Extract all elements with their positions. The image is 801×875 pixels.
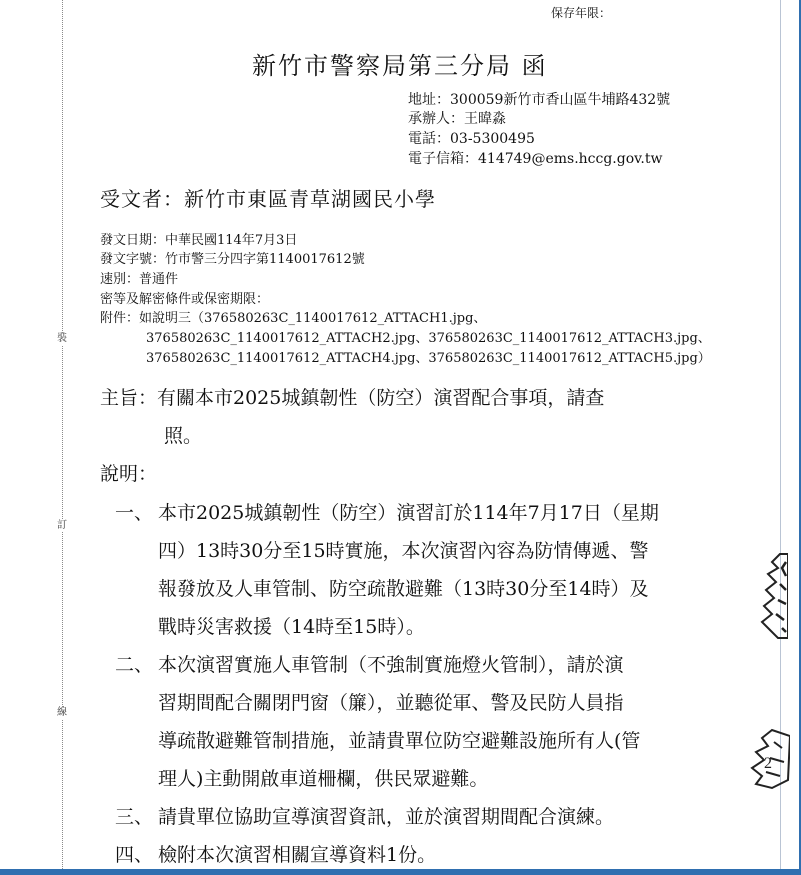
secrecy-level: 密等及解密條件或保密期限：: [100, 292, 270, 307]
seal-stamp-small: [742, 728, 790, 790]
document-title: 新竹市警察局第三分局 函: [252, 52, 548, 80]
binding-mark-ding: 訂: [57, 520, 67, 531]
page-number: 2: [764, 755, 772, 772]
attachments-line2: 376580263C_1140017612_ATTACH2.jpg、376580263C_1140017612_ATTACH3.jpg、: [146, 331, 711, 346]
item-2-line4: 理人)主動開啟車道柵欄，供民眾避難。: [158, 768, 489, 790]
subject-line2: 照。: [164, 425, 203, 447]
item-1-number: 一、: [115, 502, 154, 524]
binding-mark-xian: 線: [57, 707, 67, 718]
contact-address: 地址：300059新竹市香山區牛埔路432號: [408, 92, 671, 108]
item-4-number: 四、: [115, 844, 154, 866]
item-1-line4: 戰時災害救援（14時至15時）。: [158, 616, 425, 638]
subject-line1: 主旨：有關本市2025城鎮韌性（防空）演習配合事項，請查: [100, 387, 605, 409]
item-2-line3: 導疏散避難管制措施，並請貴單位防空避難設施所有人(管: [158, 730, 641, 752]
item-1-line2: 四）13時30分至15時實施，本次演習內容為防情傳遞、警: [158, 540, 649, 562]
attachments-line3: 376580263C_1140017612_ATTACH4.jpg、376580263C_1140017612_ATTACH5.jpg）: [146, 351, 711, 366]
binding-mark-zhuang: 裝: [57, 333, 67, 344]
item-1-line1: 本市2025城鎮韌性（防空）演習訂於114年7月17日（星期: [158, 502, 659, 524]
binding-line: [62, 0, 63, 869]
item-4-line1: 檢附本次演習相關宣導資料1份。: [158, 844, 437, 866]
contact-phone: 電話：03-5300495: [408, 131, 535, 147]
item-3-number: 三、: [115, 806, 154, 828]
document-number: 發文字號：竹市警三分四字第1140017612號: [100, 252, 365, 267]
explanation-label: 說明：: [100, 463, 158, 485]
retention-period: 保存年限：: [551, 6, 612, 20]
attachments-line1: 附件：如說明三（376580263C_1140017612_ATTACH1.jpg、: [100, 311, 487, 326]
recipient: 受文者：新竹市東區青草湖國民小學: [100, 187, 436, 211]
seal-stamp: [728, 552, 788, 640]
item-2-line2: 習期間配合關閉門窗（簾），並聽從軍、警及民防人員指: [158, 692, 624, 714]
item-1-line3: 報發放及人車管制、防空疏散避難（13時30分至14時）及: [158, 578, 649, 600]
delivery-speed: 速別：普通件: [100, 272, 179, 287]
item-2-number: 二、: [115, 654, 154, 676]
issue-date: 發文日期：中華民國114年7月3日: [100, 233, 298, 248]
item-3-line1: 請貴單位協助宣導演習資訊，並於演習期間配合演練。: [158, 806, 615, 828]
viewer-bottom-edge: [0, 869, 801, 875]
contact-handler: 承辦人：王暐淼: [408, 111, 506, 127]
item-2-line1: 本次演習實施人車管制（不強制實施燈火管制），請於演: [158, 654, 624, 676]
contact-email: 電子信箱：414749@ems.hccg.gov.tw: [408, 151, 663, 167]
